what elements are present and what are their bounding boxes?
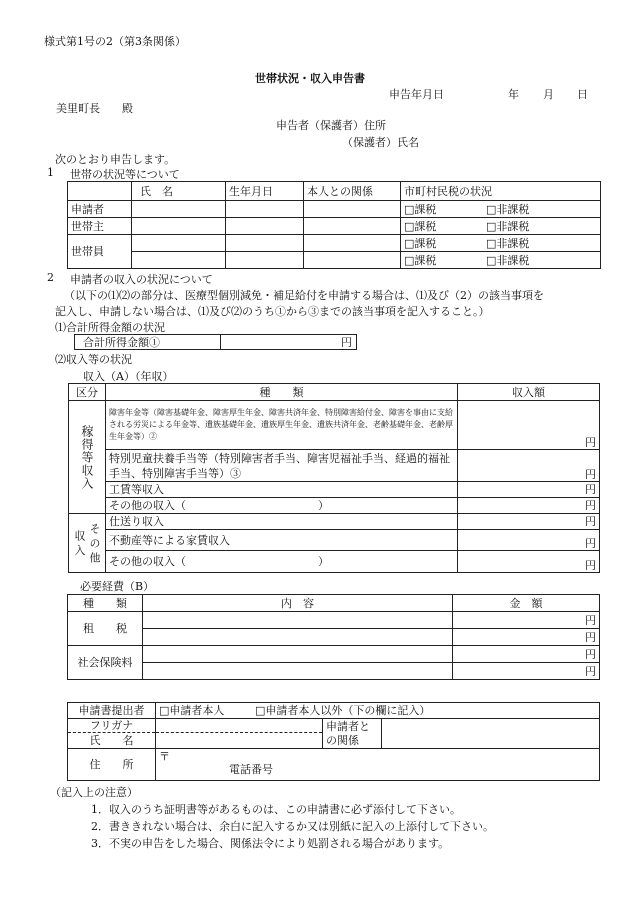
form-title: 世帯状況・収入申告書	[255, 72, 365, 85]
taxed-checkbox[interactable]: □課税	[404, 202, 437, 216]
note-item-1: 1．収入のうち証明書等があるものは、この申請書に必ず添付して下さい。	[91, 803, 461, 816]
tax-content-cell-2[interactable]	[143, 629, 453, 646]
date-year: 年	[508, 88, 519, 101]
row-household-member: 世帯員	[68, 235, 132, 269]
tax-amount-cell-2[interactable]	[453, 629, 600, 646]
other-income-category	[69, 514, 106, 573]
header-name: 氏 名	[132, 182, 226, 201]
member1-birthdate-cell[interactable]	[226, 235, 304, 252]
date-day: 日	[577, 88, 588, 101]
insurance-amount-cell-1[interactable]	[453, 646, 600, 663]
submitter-name-label: 氏 名	[68, 733, 156, 749]
remittance-income-amount[interactable]	[458, 514, 600, 530]
relation-input[interactable]	[382, 719, 600, 749]
section2-title: 申請者の収入の状況について	[70, 273, 213, 286]
submitter-name-input[interactable]	[156, 733, 323, 749]
applicant-birthdate-cell[interactable]	[226, 201, 304, 218]
notes-title: （記入上の注意）	[50, 786, 138, 799]
row-household-head: 世帯主	[68, 218, 132, 235]
yen-unit: 円	[585, 483, 596, 496]
other-income-label-right: そ の 他	[88, 523, 101, 563]
taxed-checkbox[interactable]: □課税	[404, 236, 437, 250]
rent-income-amount[interactable]	[458, 530, 600, 551]
other-income-amount[interactable]	[458, 551, 600, 573]
head-tax-cell	[401, 218, 601, 235]
declaration-date-label: 申告年月日	[389, 88, 444, 101]
untaxed-checkbox[interactable]: □非課税	[486, 253, 530, 267]
relation-label-line2: の関係	[326, 733, 359, 747]
income-table-title: 収入（A）（年収）	[83, 370, 174, 383]
form-number: 様式第1号の2（第3条関係）	[44, 35, 186, 48]
yen-unit: 円	[585, 664, 596, 678]
note-item-3: 3．不実の申告をした場合、関係法令により処罰される場合があります。	[91, 837, 450, 850]
tax-amount-cell-1[interactable]	[453, 612, 600, 629]
relation-label	[323, 719, 382, 749]
member1-name-cell[interactable]	[132, 235, 226, 252]
member1-relation-cell[interactable]	[304, 235, 401, 252]
income-status-subtitle: ⑵収入等の状況	[55, 353, 132, 366]
insurance-content-cell-2[interactable]	[143, 663, 453, 680]
insurance-amount-cell-2[interactable]	[453, 663, 600, 680]
untaxed-checkbox[interactable]: □非課税	[486, 236, 530, 250]
yen-unit: 円	[585, 468, 596, 481]
yen-unit: 円	[585, 630, 596, 644]
member2-birthdate-cell[interactable]	[226, 252, 304, 269]
declarant-address-label: 申告者（保護者）住所	[276, 119, 386, 132]
other-income-label	[69, 523, 105, 563]
note-item-2: 2．書ききれない場合は、余白に記入するか又は別紙に記入の上添付して下さい。	[91, 820, 494, 833]
submitter-label: 申請書提出者	[68, 703, 156, 719]
earned-other-income-type: その他の収入（ ）	[106, 498, 458, 514]
applicant-name-cell[interactable]	[132, 201, 226, 218]
tax-expense-label: 租 税	[68, 612, 143, 646]
section2-note-line2: 記入し、申請しない場合は、⑴及び⑵のうち①から③までの該当事項を記入すること。）	[55, 305, 490, 318]
earned-income-category	[69, 401, 106, 514]
yen-unit: 円	[585, 647, 596, 661]
yen-unit: 円	[341, 335, 352, 349]
expense-header-amount: 金 額	[453, 595, 600, 612]
total-income-amount-cell[interactable]	[221, 335, 357, 350]
wage-income-amount[interactable]	[458, 482, 600, 498]
head-relation-cell[interactable]	[304, 218, 401, 235]
submitter-table	[67, 702, 600, 781]
taxed-checkbox[interactable]: □課税	[404, 219, 437, 233]
submitter-address-label: 住 所	[68, 749, 156, 781]
untaxed-checkbox[interactable]: □非課税	[486, 202, 530, 216]
submitter-self-checkbox[interactable]: □申請者本人	[159, 704, 225, 717]
untaxed-checkbox[interactable]: □非課税	[486, 219, 530, 233]
allowance-income-type: 特別児童扶養手当等（特別障害者手当、障害児福祉手当、経過的福祉手当、特別障害手当等）③	[106, 450, 458, 482]
other-income-label-left: 収 入	[73, 530, 86, 556]
section1-title: 世帯の状況等について	[70, 168, 180, 181]
furigana-label: フリガナ	[68, 719, 156, 733]
header-tax-status: 市町村民税の状況	[401, 182, 601, 201]
taxed-checkbox[interactable]: □課税	[404, 253, 437, 267]
submitter-options	[156, 703, 600, 719]
member2-tax-cell	[401, 252, 601, 269]
section2-note-line1: （以下の⑴⑵の部分は、医療型個別減免・補足給付を申請する場合は、⑴及び（2）の該当事項を	[64, 289, 544, 302]
header-relationship: 本人との関係	[304, 182, 401, 201]
section1-number: 1	[47, 166, 54, 179]
rent-income-type: 不動産等による家賃収入	[106, 530, 458, 551]
member2-relation-cell[interactable]	[304, 252, 401, 269]
remittance-income-type: 仕送り収入	[106, 514, 458, 530]
tax-content-cell-1[interactable]	[143, 612, 453, 629]
date-month: 月	[543, 88, 554, 101]
applicant-relation-cell[interactable]	[304, 201, 401, 218]
yen-unit: 円	[585, 537, 596, 550]
row-applicant: 申請者	[68, 201, 132, 218]
head-name-cell[interactable]	[132, 218, 226, 235]
earned-income-label: 稼得等収入	[80, 424, 94, 490]
income-header-amount: 収入額	[458, 384, 600, 401]
yen-unit: 円	[585, 613, 596, 627]
expense-header-content: 内 容	[143, 595, 453, 612]
yen-unit: 円	[585, 515, 596, 528]
wage-income-type: 工賃等収入	[106, 482, 458, 498]
member1-tax-cell	[401, 235, 601, 252]
total-income-label: 合計所得金額①	[75, 335, 221, 350]
total-income-table	[74, 334, 357, 350]
yen-unit: 円	[585, 559, 596, 572]
head-birthdate-cell[interactable]	[226, 218, 304, 235]
furigana-input[interactable]	[156, 719, 323, 733]
addressee: 美里町長 殿	[56, 102, 133, 115]
submitter-other-checkbox[interactable]: □申請者本人以外（下の欄に記入）	[255, 704, 431, 717]
household-table	[67, 181, 601, 269]
yen-unit: 円	[585, 499, 596, 512]
expense-table-title: 必要経費（B）	[80, 580, 155, 593]
earned-other-income-amount[interactable]	[458, 498, 600, 514]
insurance-content-cell-1[interactable]	[143, 646, 453, 663]
declarant-name-label: （保護者）氏名	[342, 136, 419, 149]
insurance-expense-label: 社会保険料	[68, 646, 143, 680]
income-table	[68, 383, 600, 573]
total-income-subtitle: ⑴合計所得金額の状況	[55, 321, 165, 334]
other-income-type: その他の収入（ ）	[106, 551, 458, 573]
income-header-category: 区分	[69, 384, 106, 401]
expense-table	[67, 594, 600, 680]
submitter-address-input[interactable]	[156, 749, 600, 781]
applicant-tax-cell	[401, 201, 601, 218]
pension-income-type: 障害年金等（障害基礎年金、障害厚生年金、障害共済年金、特別障害給付金、障害を事由に支給される労災による年金等、遺族基礎年金、遺族厚生年金、遺族共済年金、老齢基礎年金、老齢厚生年金等）②	[106, 401, 458, 450]
allowance-income-amount[interactable]	[458, 450, 600, 482]
phone-label: 電話番号	[229, 763, 273, 776]
expense-header-type: 種 類	[68, 595, 143, 612]
postal-mark: 〒	[159, 750, 170, 763]
section2-number: 2	[47, 271, 54, 284]
income-header-type: 種 類	[106, 384, 458, 401]
intro-text: 次のとおり申告します。	[55, 153, 176, 166]
relation-label-line1: 申請者と	[326, 719, 370, 733]
yen-unit: 円	[585, 436, 596, 449]
pension-income-amount[interactable]	[458, 401, 600, 450]
header-birthdate: 生年月日	[226, 182, 304, 201]
member2-name-cell[interactable]	[132, 252, 226, 269]
